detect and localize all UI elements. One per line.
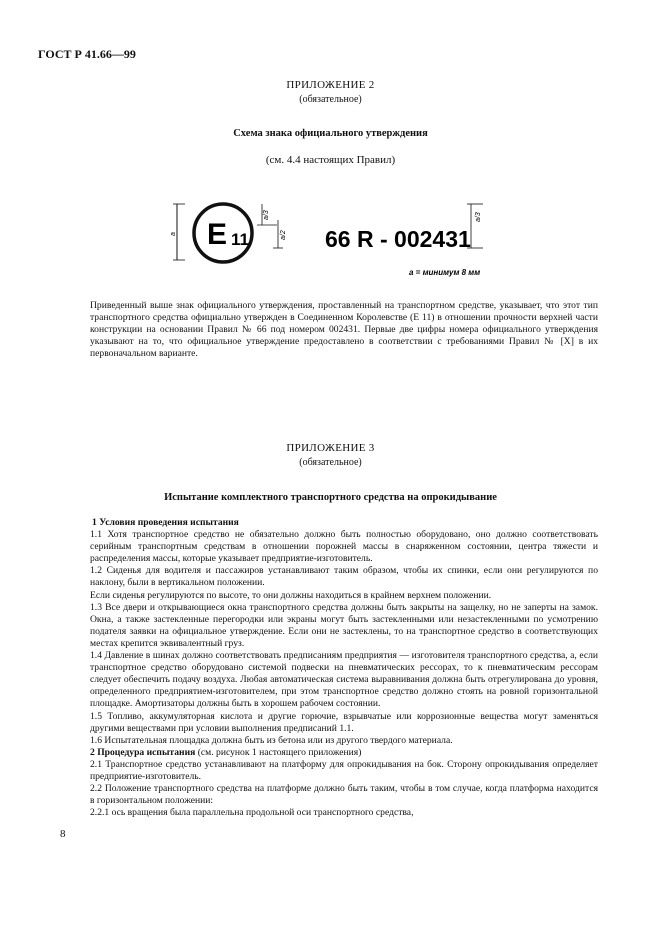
dimension-note: a = минимум 8 мм: [409, 268, 481, 277]
mark-country-number: 11: [231, 230, 249, 249]
clause-2-1: 2.1 Транспортное средство устанавливают на платформу для опрокидывания на бок. Сторону опрокидывания определяет предприятие-изготовитель.: [90, 758, 598, 782]
page-number: 8: [60, 828, 66, 840]
clause-1-3: 1.3 Все двери и открывающиеся окна транспортного средства должны быть закрыты на защелку, но не заперты на замок. Окна, а также застекленные перегородки или экраны могут быть застекленными или незастекленными по усмотрению подателя заявки на официальное утверждение. Если они не застеклены, то на транспортное средство в соответствующих местах крепится эквивалентный груз.: [90, 601, 598, 649]
dim-a-label: a: [170, 232, 177, 236]
appendix2-reference: (см. 4.4 настоящих Правил): [265, 154, 396, 166]
clause-1-2-cont: Если сиденья регулируются по высоте, то они должны находиться в крайнем верхнем положении.: [90, 589, 492, 601]
approval-mark-diagram: [165, 190, 505, 280]
section2-heading-line: [90, 747, 598, 759]
mark-letter: E: [207, 218, 228, 251]
section1-heading: 1 Условия проведения испытания: [92, 517, 239, 528]
clause-1-5: 1.5 Топливо, аккумуляторная кислота и другие горючие, взрывчатые или коррозионные вещества могут заменяться другими веществами при условии выполнения предписаний 1.1.: [90, 710, 598, 734]
appendix3-status: (обязательное): [299, 457, 362, 468]
clause-1-1: 1.1 Хотя транспортное средство не обязательно должно быть полностью оборудовано, оно должно соответствовать серийным транспортным средствам в отношении порожней массы в снаряженном состоянии, центра тяжести и распределения массы, которые указывает предприятие-изготовитель.: [90, 529, 598, 565]
appendix2-label: ПРИЛОЖЕНИЕ 2: [286, 79, 375, 91]
clause-1-2: 1.2 Сиденья для водителя и пассажиров устанавливают таким образом, чтобы их спинки, если они регулируются по наклону, были в вертикальном положении.: [90, 565, 598, 589]
appendix3-title: Испытание комплектного транспортного средства на опрокидывание: [164, 492, 497, 503]
clause-1-4: 1.4 Давление в шинах должно соответствовать предписаниям предприятия — изготовителя транспортного средства, а, если транспортное средство оборудовано системой подвески на пневматических рессорах, то к пневматическим рессорам следует обеспечить подачу воздуха. Любая автоматическая система выравнивания должна быть отрегулирована до уровня, определенного предприятием-изготовителем, при этом транспортное средство должно стоять на ровной горизонтальной площадке. Амортизаторы должны быть в хорошем рабочем состоянии.: [90, 650, 598, 710]
dim-a3-label: a/3: [263, 210, 270, 220]
dim-a3-right-label: a/3: [475, 212, 482, 222]
appendix2-status: (обязательное): [299, 94, 362, 105]
appendix2-paragraph: Приведенный выше знак официального утверждения, проставленный на транспортном средстве, указывает, что этот тип транспортного средства официально утвержден в Соединенном Королевстве (E 11) в отношении прочности верхней части конструкции на основании Правил № 66 под номером 002431. Первые две цифры номера официального утверждения указывают на то, что официальное утверждение предоставлено в соответствии с требованиями Правил № [X] в их первоначальном варианте.: [90, 300, 598, 359]
document-code: ГОСТ Р 41.66—99: [38, 47, 136, 61]
approval-number: 66 R - 002431: [325, 226, 471, 252]
section2-reference: (см. рисунок 1 настоящего приложения): [195, 746, 362, 758]
clause-2-2-1: 2.2.1 ось вращения была параллельна продольной оси транспортного средства,: [90, 807, 414, 819]
dim-a2-label: a/2: [280, 230, 287, 240]
appendix2-title: Схема знака официального утверждения: [233, 128, 428, 139]
appendix3-body: [90, 517, 598, 819]
clause-1-6: 1.6 Испытательная площадка должна быть из бетона или из другого твердого материала.: [90, 734, 453, 746]
appendix3-label: ПРИЛОЖЕНИЕ 3: [286, 442, 375, 454]
section2-heading: 2 Процедура испытания: [90, 746, 196, 758]
clause-2-2: 2.2 Положение транспортного средства на платформе должно быть таким, чтобы в том случае, когда платформа находится в горизонтальном положении:: [90, 783, 598, 807]
